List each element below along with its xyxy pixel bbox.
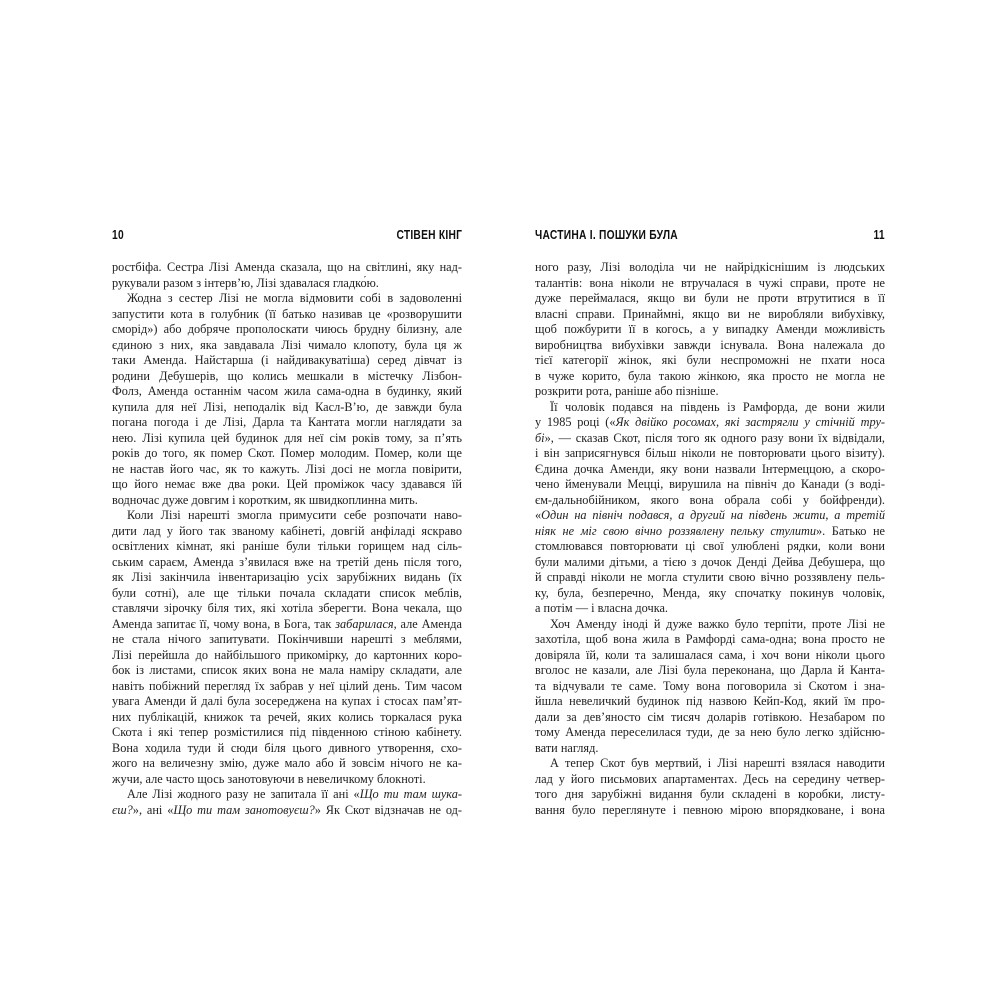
text-line: ку, була, безперечно, Менда, яку спочатку покинув чоловік, (535, 585, 885, 600)
text-line: ським сараєм, Аменда з’явилася вже на третій день після того, (112, 554, 462, 569)
text-line: не настав його час, як то кажуть. Лізі досі не могла повірити, (112, 461, 462, 476)
text-line: купила для неї Лізі, неподалік від Касл-В’ю, де завжди була (112, 399, 462, 414)
text-line: погана погода і де Лізі, Дарла та Кантата могли наглядати за (112, 415, 462, 429)
book-page-right (535, 228, 885, 818)
text-line: власні справи. Принаймні, якщо ви не виробляли вибухівку, (535, 306, 885, 321)
text-line: й справді ніколи не могла стулити свою вічно роззявлену пель- (535, 570, 885, 584)
text-line: Фолз, Аменда останнім часом жила сама-одна в будинку, який (112, 384, 462, 398)
text-line: виробництва вибухівки завжди існувала. Вона належала до (535, 337, 885, 352)
text-line: єш?», ані «Що ти там занотовуєш?» Як Скот відзначав не од- (112, 802, 462, 817)
paragraph (535, 617, 885, 757)
running-head: ЧАСТИНА І. ПОШУКИ БУЛА (535, 228, 678, 242)
text-line: не стала нічого запитувати. Покінчивши нарешті з меблями, (112, 632, 462, 646)
text-line: ставлячи зірочку біля тих, які хотіла зберегти. Вона чекала, що (112, 601, 462, 615)
text-line: єм-дальнобійником, якого вона обрала собі у бойфренди). (535, 492, 885, 507)
text-line: і він заприсягнувся більш ніколи не повторювати цього візиту). (535, 446, 885, 460)
text-line: Вона ходила туди й сюди біля цього дивного утворення, схо- (112, 740, 462, 755)
text-line: тому Аменда переселилася туди, де за нею було легко здійсню- (535, 725, 885, 739)
text-line: навіть побіжний перегляд їх забрав у неї цілий день. Тим часом (112, 678, 462, 693)
text-line: Хоч Аменду іноді й дуже важко було терпіти, проте Лізі не (550, 616, 885, 631)
text-line: «Один на північ подався, а другий на південь жити, а третій (535, 508, 885, 522)
text-line: та відчували те саме. Тому вона поговорила зі Скотом і зна- (535, 678, 885, 693)
text-line: увага Аменди й далі була зосереджена на купах і стосах пам’ят- (112, 694, 462, 708)
text-line: у 1985 році («Як двійко росомах, які застрягли у стічній тру- (535, 415, 885, 429)
text-line: вголос не казали, але Лізі була переконана, що Дарла й Канта- (535, 663, 885, 677)
text-line: А тепер Скот був мертвий, і Лізі нарешті взялася наводити (550, 756, 885, 770)
text-line: талантів: вона ніколи не втручалася в чужі справи, проте не (535, 275, 885, 290)
text-line: них публікацій, книжок та речей, яких колись торкалася рука (112, 709, 462, 724)
running-head: СТІВЕН КІНГ (396, 228, 462, 242)
text-line: дали за дев’яносто сім тисяч доларів готівкою. Незабаром по (535, 709, 885, 724)
text-line: в чуже корито, була такою жінкою, яка просто не могла не (535, 368, 885, 383)
text-line: рукували разом з інтерв’ю, Лізі здавалася гладко́ю. (112, 275, 379, 290)
text-line: ніяк не міг свою вічно роззявлену пельку стулити». Батько не (535, 523, 885, 538)
paragraph (535, 756, 885, 818)
page-number: 10 (112, 228, 124, 242)
text-line: що його немає вже два роки. Цей проміжок часу здавався їй (112, 477, 462, 491)
page-body-text (112, 260, 462, 818)
text-line: родини Дебушерів, що колись мешкали в містечку Лізбон- (112, 368, 462, 383)
page-header-left (112, 228, 462, 242)
text-line: Її чоловік подався на південь із Рамфорда, де вони жили (550, 399, 885, 414)
text-line: Але Лізі жодного разу не запитала її ані «Що ти там шука- (127, 787, 462, 801)
paragraph (535, 400, 885, 617)
text-line: розкрити рота, раніше або пізніше. (535, 384, 719, 398)
text-line: чено йменували Мецці, вирушила на північ до Канади (з воді- (535, 477, 885, 491)
paragraph (112, 787, 462, 818)
text-line: щоб пожбурити її в когось, а у випадку Аменди можливість (535, 322, 885, 336)
text-line: жучи, але часто щось занотовуючи в невеличкому блокноті. (112, 771, 426, 786)
text-line: стомлювався повторювати ці свої улюблені рядки, коли вони (535, 539, 885, 553)
text-line: дуже переймалася, якщо ви були не проти втрутитися в її (535, 291, 885, 305)
text-line: ростбіфа. Сестра Лізі Аменда сказала, що на світлині, яку над- (112, 260, 462, 274)
text-line: єдиною з них, яка завдавала Лізі чимало клопоту, була ця ж (112, 337, 462, 352)
text-line: Жодна з сестер Лізі не могла відмовити собі в задоволенні (127, 291, 462, 305)
text-line: років до того, як помер Скот. Помер молодим. Помер, коли ще (112, 446, 462, 460)
text-line: водночас дуже довгим і коротким, як швидкоплинна мить. (112, 492, 418, 507)
text-line: як Лізі закінчила інвентаризацію усіх зарубіжних видань (їх (112, 570, 462, 584)
text-line: Єдина дочка Аменди, яку вони назвали Інтермеццою, а скоро- (535, 461, 885, 476)
text-line: нею. Лізі купила цей будинок для неї сім років тому, за п’ять (112, 430, 462, 445)
text-line: запустити кота в голубник (її батько називав це «розворушити (112, 306, 462, 321)
page-number: 11 (873, 228, 885, 242)
book-page-left (112, 228, 462, 818)
page-body-text (535, 260, 885, 818)
text-line: довіряла їй, коли та залишалася сама, і хоч вони ніколи цього (535, 647, 885, 662)
text-line: були сотні), але ще тільки почала складати список меблів, (112, 585, 462, 600)
paragraph (535, 260, 885, 400)
text-line: того дня зарубіжні видання були складені в коробки, листу- (535, 787, 885, 801)
text-line: а потім — і власна дочка. (535, 601, 669, 615)
text-line: бок із листами, список яких вона не мала наміру складати, але (112, 663, 462, 677)
text-line: сморід») або добряче прополоскати чиюсь брудну білизну, але (112, 322, 462, 336)
text-line: тієї категорії жінок, які були неспроможні не пхати носа (535, 353, 885, 367)
paragraph (112, 260, 462, 291)
paragraph (112, 291, 462, 508)
text-line: йшла невеличкий будинок під назвою Кейп-Код, який їм про- (535, 694, 885, 708)
text-line: бі», — сказав Скот, після того як одного разу вони їх відвідали, (535, 430, 885, 445)
text-line: освітлених кімнат, які раніше були тільки горищем над сіль- (112, 539, 462, 553)
text-line: Лізі перейшла до найбільшого прикомірку, до картонних коро- (112, 647, 462, 662)
text-line: Аменда запитає її, чому вона, в Бога, так забарилася, але Аменда (112, 616, 462, 631)
text-line: були малими дітьми, а тією з дочок Денді Дейва Дебушера, що (535, 554, 885, 569)
text-line: жого на величезну змію, дуже мало або й зовсім нічого не ка- (112, 756, 462, 770)
text-line: дити лад у його так званому кабінеті, довгій анфіладі яскраво (112, 523, 462, 538)
paragraph (112, 508, 462, 787)
text-line: таки Аменда. Найстарша (і найдивакуватіша) серед дівчат із (112, 353, 462, 367)
text-line: ного разу, Лізі володіла чи не найрідкіснішим із людських (535, 260, 885, 274)
text-line: вання було переглянуте і певною мірою впорядковане, і вона (535, 802, 885, 817)
text-line: вати нагляд. (535, 740, 599, 755)
text-line: Скота і які тепер розмістилися під південною стіною кабінету. (112, 725, 462, 739)
text-line: захотіла, щоб вона жила в Рамфорді сама-одна; вона просто не (535, 632, 885, 646)
page-header-right (535, 228, 885, 242)
text-line: лад у його письмових апартаментах. Десь на середину четвер- (535, 771, 885, 786)
text-line: Коли Лізі нарешті змогла примусити себе розпочати наво- (127, 508, 462, 522)
